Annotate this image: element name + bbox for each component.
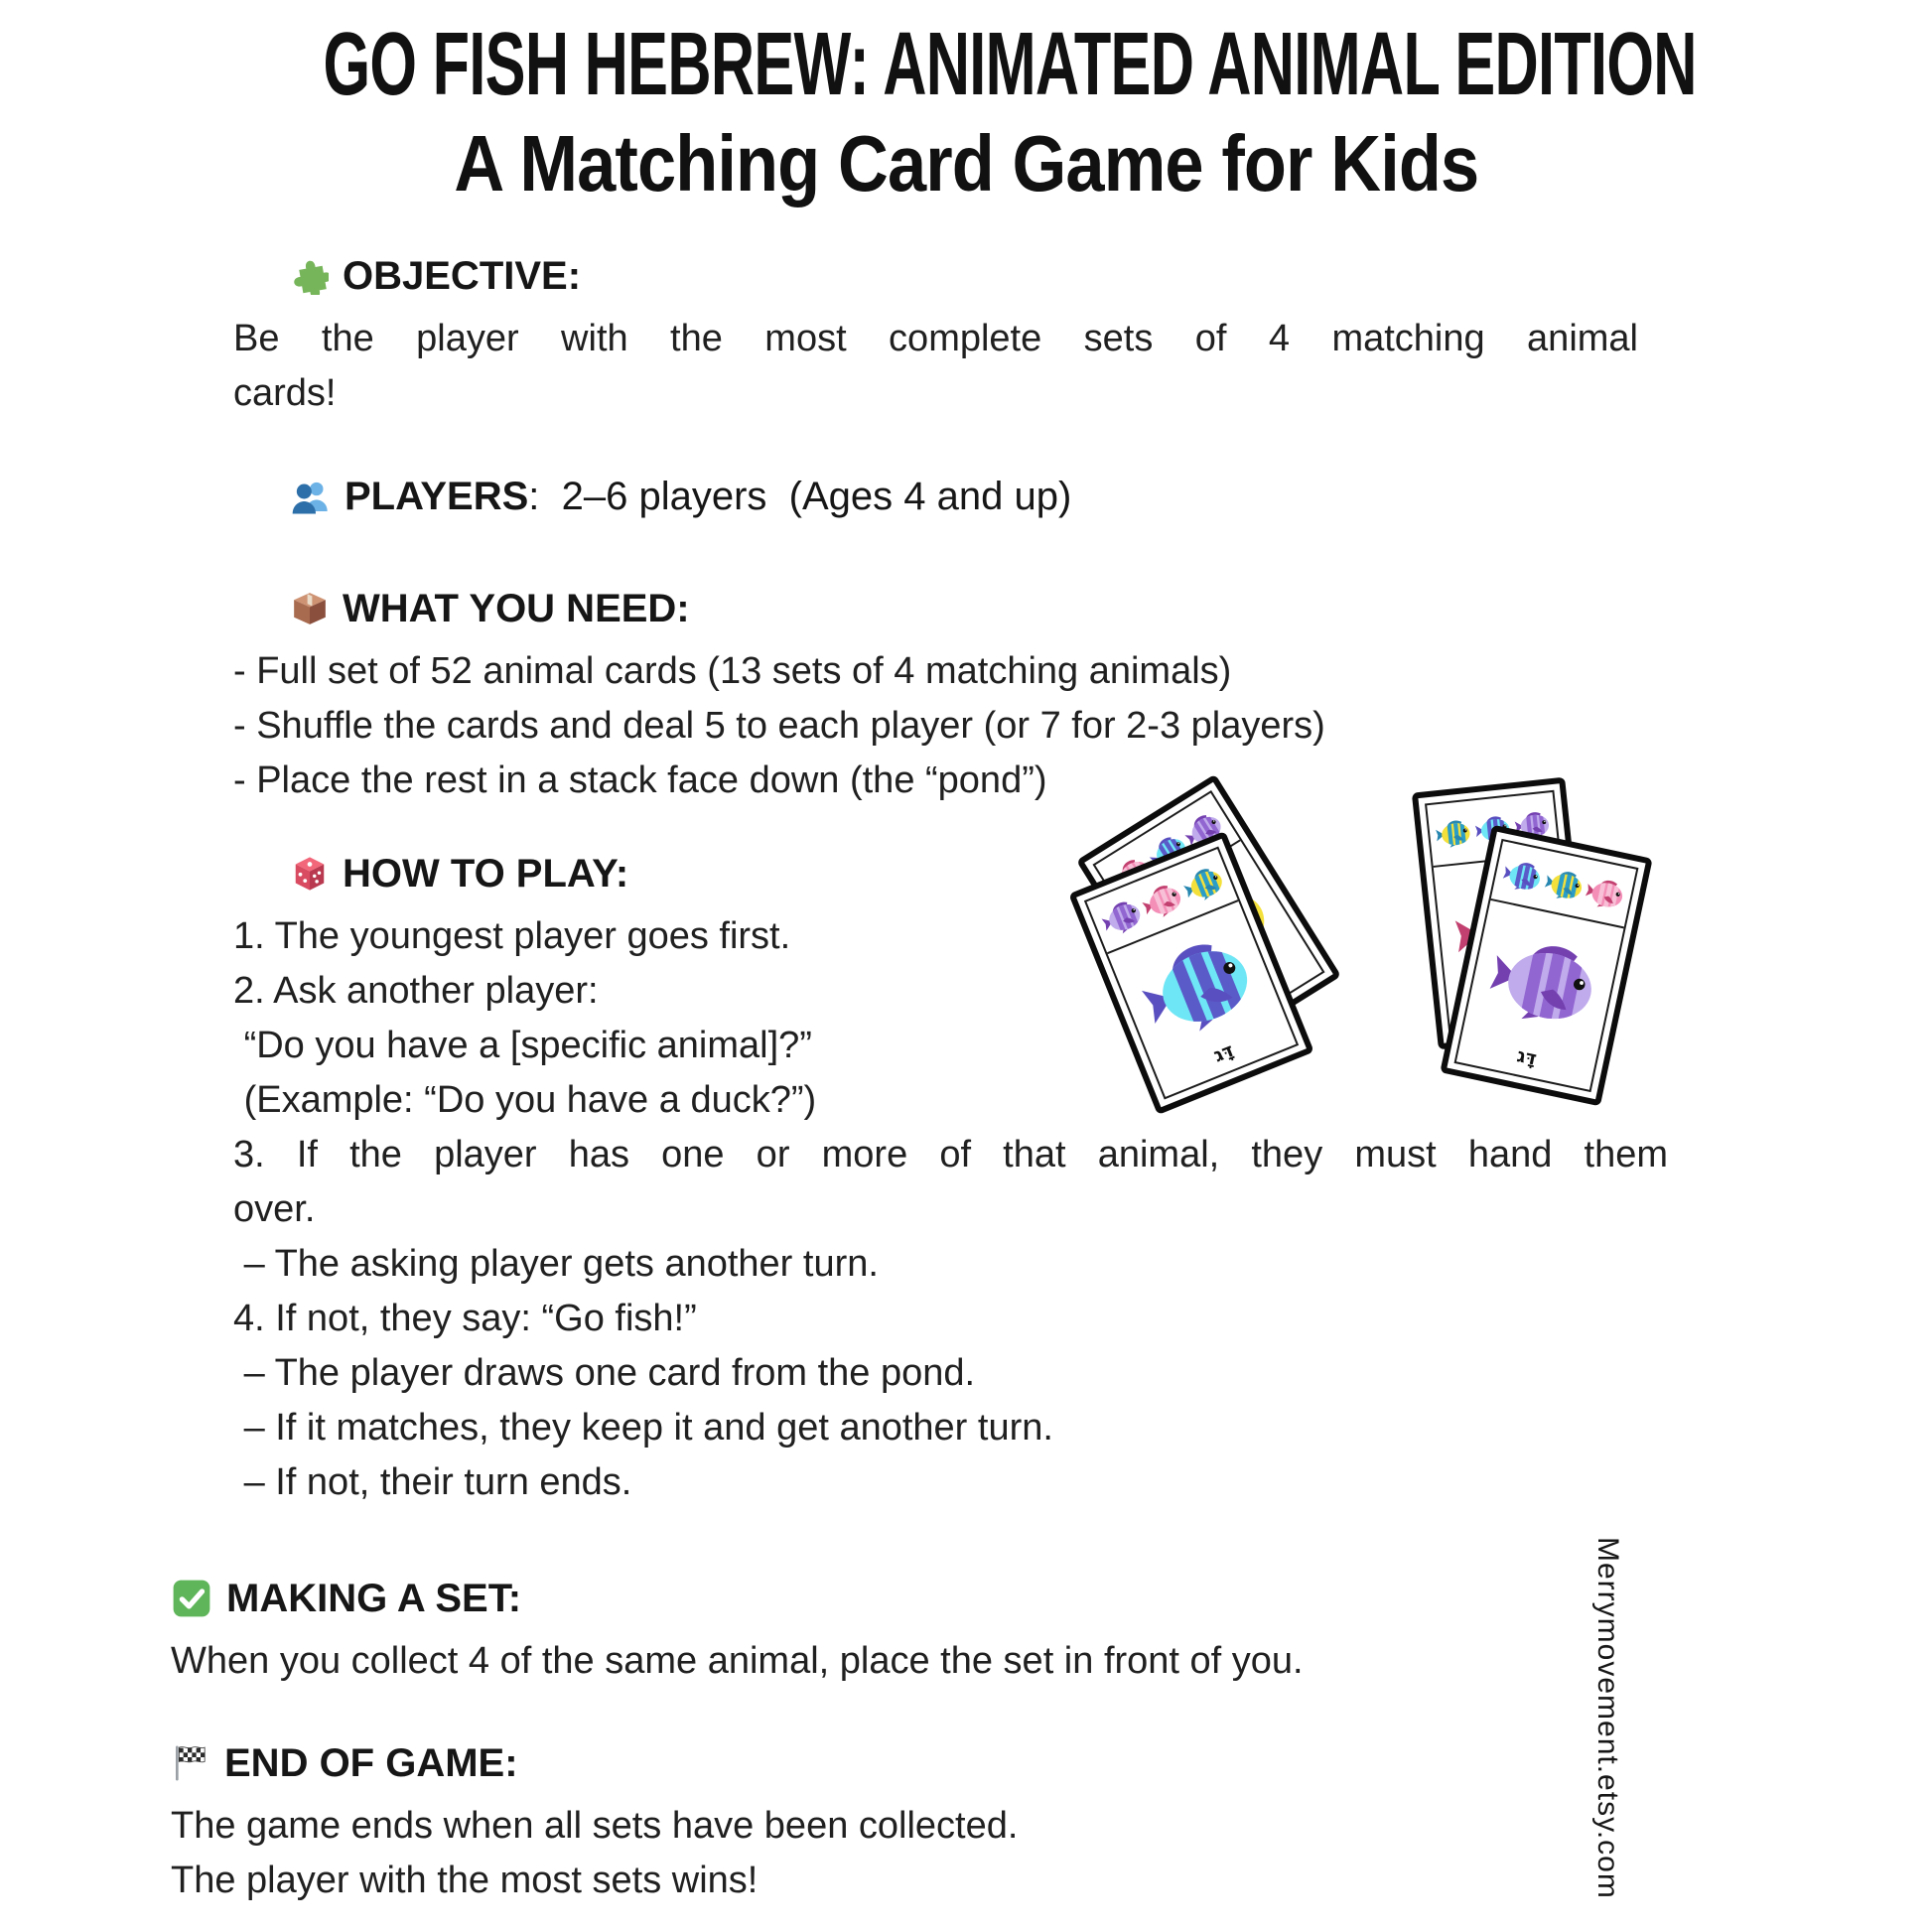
card-hebrew-label: דָּג bbox=[1210, 1038, 1237, 1067]
how-to-play-step: 1. The youngest player goes first. bbox=[233, 915, 791, 957]
end-of-game-body-line1: The game ends when all sets have been collected. bbox=[171, 1805, 1019, 1847]
package-icon bbox=[291, 590, 329, 627]
page-subtitle: A Matching Card Game for Kids bbox=[454, 119, 1478, 207]
players-value: : 2–6 players (Ages 4 and up) bbox=[528, 474, 1072, 518]
how-to-play-heading-label: HOW TO PLAY: bbox=[343, 851, 629, 896]
section-objective bbox=[233, 248, 1638, 421]
page-title-block bbox=[0, 14, 1932, 209]
how-to-play-quote: “Do you have a [specific animal]?” bbox=[233, 1025, 812, 1066]
fish-purple-illustration bbox=[1477, 924, 1608, 1037]
players-heading-label: PLAYERS: 2–6 players (Ages 4 and up) bbox=[345, 474, 1072, 518]
busts-in-silhouette-icon bbox=[291, 478, 331, 515]
fish-cards-illustration bbox=[1102, 779, 1718, 1122]
end-of-game-heading-label: END OF GAME: bbox=[224, 1740, 518, 1785]
players-heading bbox=[291, 469, 1071, 524]
how-to-play-subpoint: – If it matches, they keep it and get another turn. bbox=[233, 1407, 1053, 1449]
fish-yellow-illustration bbox=[1540, 864, 1587, 904]
objective-heading-label: OBJECTIVE: bbox=[343, 253, 582, 298]
end-of-game-heading bbox=[171, 1735, 1680, 1791]
what-you-need-heading bbox=[291, 581, 1668, 636]
watermark-url: Merrymovement.etsy.com bbox=[1591, 1537, 1624, 1899]
check-mark-icon bbox=[171, 1578, 212, 1619]
making-a-set-body: When you collect 4 of the same animal, place the set in front of you. bbox=[171, 1640, 1304, 1682]
section-what-you-need bbox=[233, 581, 1668, 808]
how-to-play-step: 2. Ask another player: bbox=[233, 970, 599, 1012]
section-making-a-set bbox=[171, 1571, 1680, 1689]
puzzle-piece-icon bbox=[291, 257, 329, 295]
what-you-need-item: - Place the rest in a stack face down (the “pond”) bbox=[233, 759, 1047, 801]
fish-pink-illustration bbox=[1582, 873, 1629, 913]
fish-yellow-illustration bbox=[1433, 816, 1474, 851]
game-die-icon bbox=[291, 855, 329, 893]
how-to-play-step: 3. If the player has one or more of that animal, they must hand them bbox=[233, 1134, 1668, 1175]
objective-heading bbox=[291, 248, 1638, 304]
how-to-play-subpoint: – The asking player gets another turn. bbox=[233, 1243, 879, 1285]
checkered-flag-icon bbox=[171, 1742, 210, 1784]
making-a-set-heading bbox=[171, 1571, 1680, 1626]
objective-body-line1: Be the player with the most complete sets of 4 matching animal bbox=[233, 318, 1638, 359]
section-players bbox=[233, 469, 1071, 532]
how-to-play-example: (Example: “Do you have a duck?”) bbox=[233, 1079, 817, 1121]
what-you-need-item: - Shuffle the cards and deal 5 to each player (or 7 for 2-3 players) bbox=[233, 705, 1325, 747]
making-a-set-heading-label: MAKING A SET: bbox=[226, 1576, 522, 1620]
how-to-play-subpoint: – If not, their turn ends. bbox=[233, 1461, 632, 1503]
what-you-need-item: - Full set of 52 animal cards (13 sets of 4 matching animals) bbox=[233, 650, 1232, 692]
page-title: GO FISH HEBREW: ANIMATED ANIMAL EDITION bbox=[323, 15, 1697, 114]
objective-body-line2: cards! bbox=[233, 372, 337, 414]
section-end-of-game bbox=[171, 1735, 1680, 1908]
how-to-play-step: 4. If not, they say: “Go fish!” bbox=[233, 1298, 697, 1339]
card-frame bbox=[1454, 839, 1639, 1092]
end-of-game-body-line2: The player with the most sets wins! bbox=[171, 1860, 759, 1901]
fish-cyan-illustration bbox=[1498, 855, 1546, 896]
card-hebrew-label: דָּג bbox=[1514, 1044, 1539, 1070]
how-to-play-step-wrap: over. bbox=[233, 1188, 316, 1230]
what-you-need-heading-label: WHAT YOU NEED: bbox=[343, 586, 690, 630]
how-to-play-subpoint: – The player draws one card from the pond. bbox=[233, 1352, 976, 1394]
